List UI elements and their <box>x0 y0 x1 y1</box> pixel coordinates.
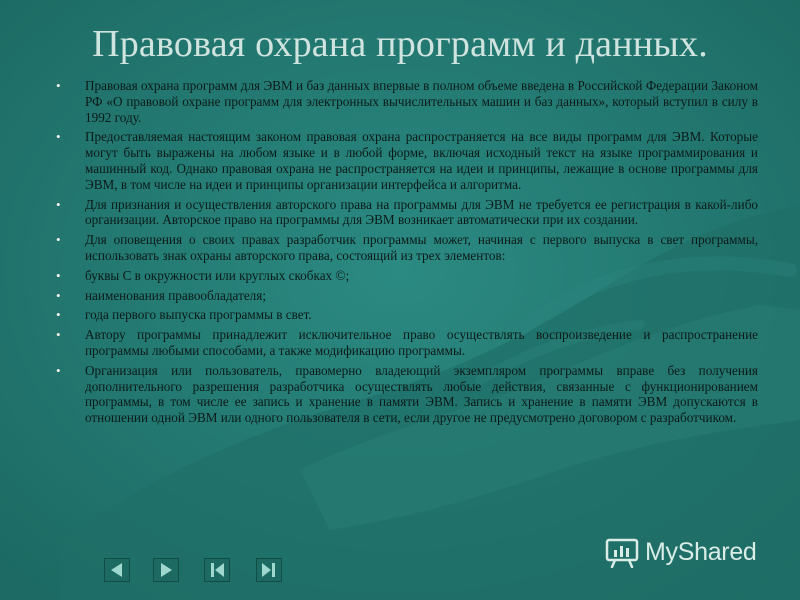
myshared-logo[interactable] <box>605 535 757 569</box>
bullet-marker: • <box>56 78 61 93</box>
list-item <box>56 129 758 192</box>
bullet-marker: • <box>56 232 61 248</box>
skip-to-end-icon <box>260 561 278 579</box>
bullet-marker: • <box>56 129 61 145</box>
list-item <box>56 232 758 264</box>
slide-title: Правовая охрана программ и данных. <box>92 23 708 65</box>
list-item <box>56 363 758 426</box>
triangle-left-icon <box>108 561 126 579</box>
bullet-text: буквы С в окружности или круглых скобках ©; <box>85 267 350 283</box>
list-item <box>56 327 758 359</box>
bullet-list <box>56 78 758 430</box>
nav-next-button[interactable] <box>153 558 179 582</box>
bullet-text: Для признания и осуществления авторского права на программы для ЭВМ не требуется ее регистрация в какой-либо организации. Авторское право на программы для ЭВМ возникает автоматически при их создании. <box>85 196 758 228</box>
bullet-marker: • <box>56 287 61 303</box>
presentation-board-icon <box>605 536 639 568</box>
bullet-text: года первого выпуска программы в свет. <box>85 307 312 323</box>
nav-last-button[interactable] <box>256 558 282 582</box>
bullet-text: Организация или пользователь, правомерно владеющий экземпляром программы вправе без получения дополнительного разрешения разработчика осуществлять любые действия, связанные с функционированием программы, в том числе ее запись и хранение в памяти ЭВМ. Запись и хранение в памяти ЭВМ допускаются в отношении одной ЭВМ или одного пользователя в сети, если другое не предусмотрено договором с разработчиком. <box>85 362 758 426</box>
skip-to-start-icon <box>208 561 226 579</box>
nav-first-button[interactable] <box>204 558 230 582</box>
bullet-text: Предоставляемая настоящим законом правовая охрана распространяется на все виды программ для ЭВМ. Которые могут быть выражены на любом языке и в любой форме, включая исходный текст на языке программирования и машинный код. Однако правовая охрана не распространяется на идеи и принципы, лежащие в основе программы для ЭВМ, в том числе на идеи и принципы организации интерфейса и алгоритма. <box>85 129 758 192</box>
bullet-marker: • <box>56 267 61 283</box>
bullet-marker: • <box>56 307 61 323</box>
logo-text: MyShared <box>645 537 757 566</box>
bullet-marker: • <box>56 327 61 343</box>
bullet-marker: • <box>56 362 61 378</box>
bullet-marker: • <box>56 196 61 212</box>
triangle-right-icon <box>157 561 175 579</box>
list-item <box>56 197 758 229</box>
bullet-text: Правовая охрана программ для ЭВМ и баз данных впервые в полном объеме введена в Российской Федерации Законом РФ «О правовой охране программ для электронных вычислительных машин и баз данных», который вступил в силу в 1992 году. <box>85 78 758 125</box>
list-item <box>56 307 758 323</box>
list-item <box>56 268 758 284</box>
list-item <box>56 78 758 125</box>
list-item <box>56 288 758 304</box>
nav-prev-button[interactable] <box>104 558 130 582</box>
bullet-text: Для оповещения о своих правах разработчик программы может, начиная с первого выпуска в свет программы, использовать знак охраны авторского права, состоящий из трех элементов: <box>85 232 758 263</box>
bullet-text: наименования правообладателя; <box>85 287 266 303</box>
bullet-text: Автору программы принадлежит исключительное право осуществлять воспроизведение и распространение программы любыми способами, а также модификацию программы. <box>85 327 758 358</box>
